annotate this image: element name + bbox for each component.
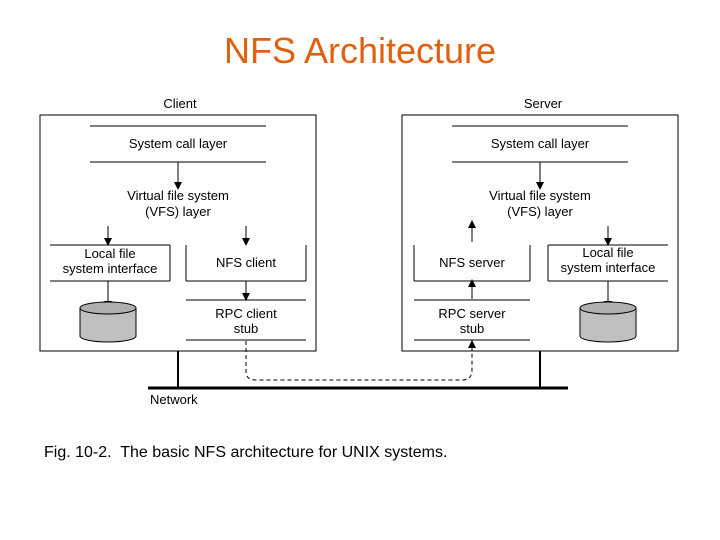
client-vfs-label-line2: (VFS) layer (145, 204, 211, 219)
server-disk-icon (580, 302, 636, 342)
client-nfs-label: NFS client (216, 255, 276, 270)
server-local-label-line1: Local file (582, 245, 634, 260)
client-rpc-label-line2: stub (233, 321, 259, 336)
client-disk-icon (80, 302, 136, 342)
server-nfs-label: NFS server (439, 255, 505, 270)
client-local-label-line1: Local file (84, 246, 136, 261)
server-vfs-label-line1: Virtual file system (489, 188, 591, 203)
client-syscall-label: System call layer (128, 136, 228, 151)
slide-title: NFS Architecture (223, 30, 497, 71)
server-vfs-label-line2: (VFS) layer (507, 204, 573, 219)
server-local-label-line2: system interface (560, 260, 656, 275)
server-label: Server (523, 96, 563, 111)
client-vfs-label-line1: Virtual file system (127, 188, 229, 203)
client-local-label-line2: system interface (62, 261, 158, 276)
rpc-message-path (246, 341, 472, 380)
server-syscall-label: System call layer (490, 136, 590, 151)
server-rpc-label-line2: stub (459, 321, 485, 336)
client-rpc-label-line1: RPC client (215, 306, 277, 321)
figure-caption: Fig. 10-2. The basic NFS architecture for UNIX systems. (44, 444, 448, 461)
network-label: Network (150, 392, 198, 407)
server-rpc-label-line1: RPC server (438, 306, 506, 321)
client-label: Client (163, 96, 197, 111)
